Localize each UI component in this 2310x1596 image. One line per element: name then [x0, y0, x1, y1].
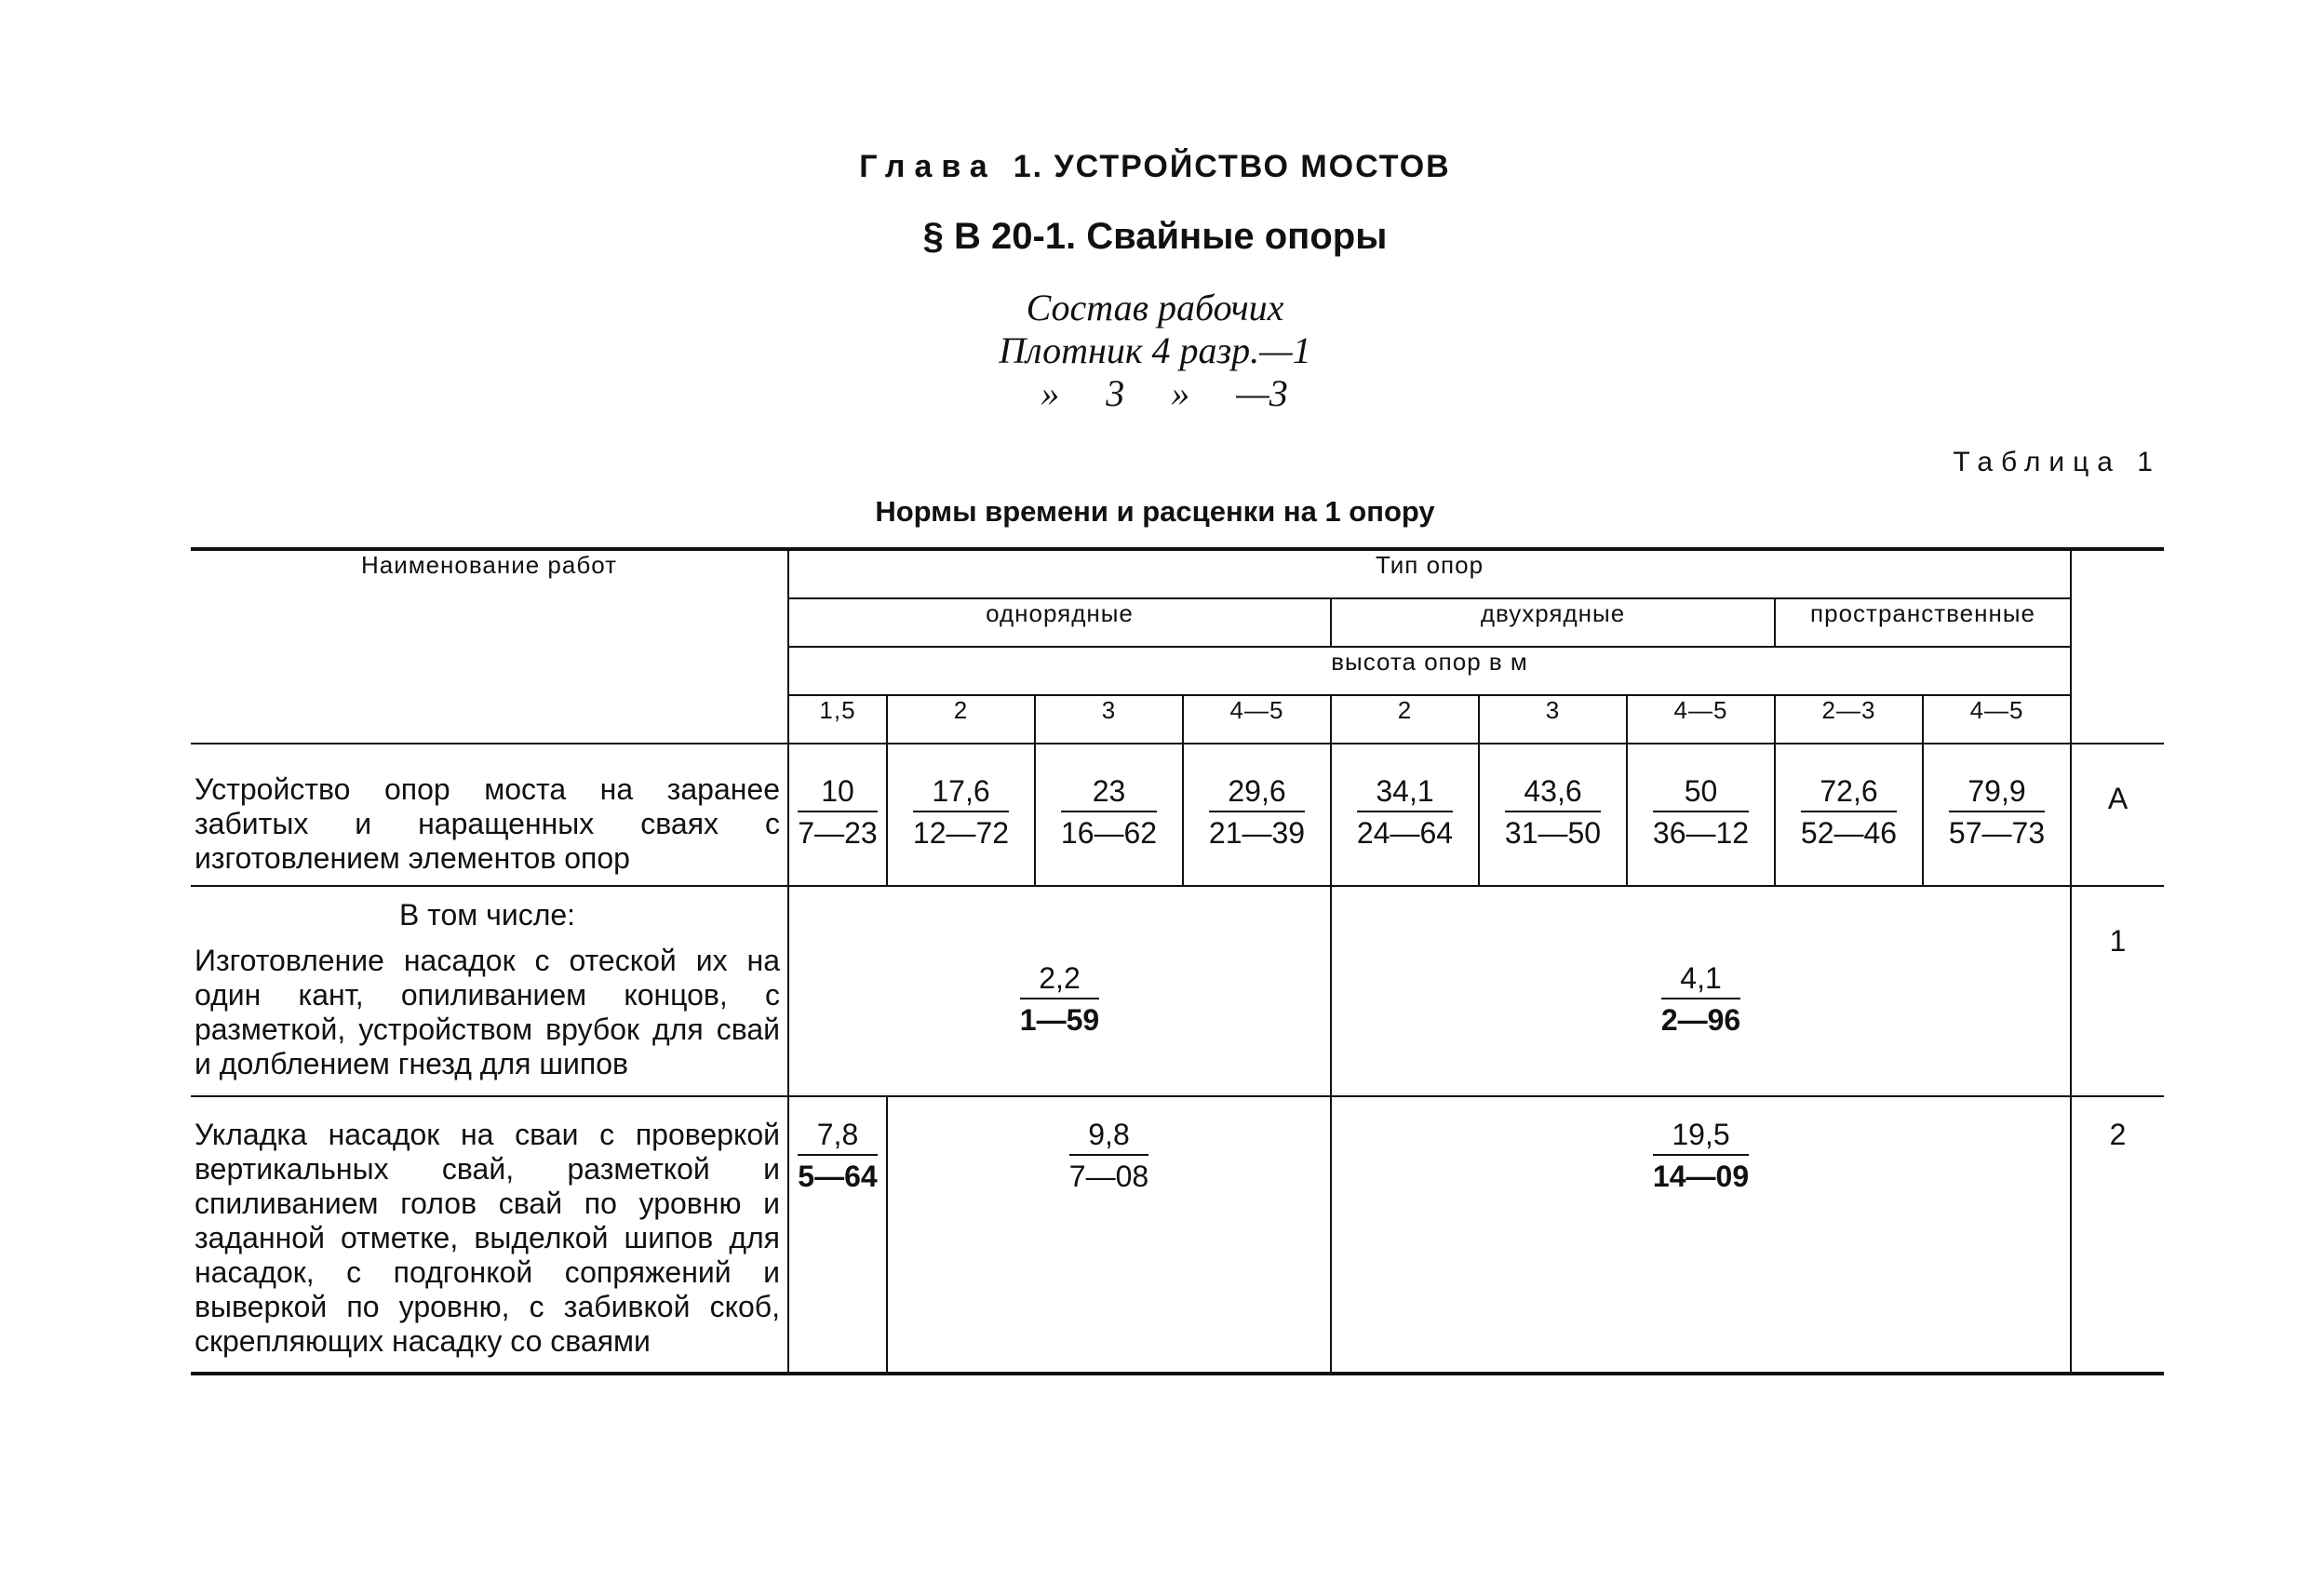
work-description: Укладка насадок на сваи с проверкой вертикальных свай, разметкой и спиливанием голов свай по уровню и заданной отметке, выделкой шипов для насадок, с подгонкой сопряжений и выверкой по уровню, с забивкой скоб, скрепляющих насадку со сваями [191, 1096, 788, 1374]
height-cell: 3 [1479, 695, 1627, 744]
norm-value: 19,5 [1653, 1118, 1749, 1156]
table-title: Нормы времени и расценки на 1 опору [875, 495, 1435, 528]
crew-line-1: Плотник 4 разр.—1 [999, 329, 1311, 371]
chapter-word: Глава [859, 149, 997, 184]
height-header: высота опор в м [788, 647, 2071, 695]
table-row [191, 1096, 2164, 1374]
price-value: 1—59 [1019, 1003, 1100, 1037]
norm-cell [1627, 744, 1775, 886]
norm-cell [1035, 744, 1183, 886]
section-title: § В 20-1. Свайные опоры [922, 216, 1388, 257]
norm-value: 34,1 [1357, 774, 1453, 812]
height-cell: 4—5 [1183, 695, 1331, 744]
norm-value: 17,6 [913, 774, 1009, 812]
norm-value: 72,6 [1801, 774, 1897, 812]
norms-table [191, 547, 2164, 1375]
work-description: Изготовление насадок с отеской их на один кант, опиливанием концов, с разметкой, устройством врубок для свай и долблением гнезд для шипов [195, 944, 780, 1080]
row-code: 1 [2071, 886, 2164, 1096]
crew-composition [0, 287, 2310, 415]
norm-value: 50 [1653, 774, 1749, 812]
crew-line-2: » 3 » —3 [1041, 372, 1288, 414]
price-value: 2—96 [1660, 1003, 1741, 1037]
header-row-type [191, 549, 2164, 598]
norm-value: 7,8 [798, 1118, 877, 1156]
norm-value: 29,6 [1209, 774, 1305, 812]
norm-cell [1775, 744, 1923, 886]
double-row-header: двухрядные [1331, 598, 1775, 647]
price-value: 12—72 [912, 816, 1010, 850]
single-row-header: однорядные [788, 598, 1331, 647]
price-value: 16—62 [1060, 816, 1158, 850]
code-header [2071, 549, 2164, 744]
price-value: 14—09 [1652, 1160, 1750, 1193]
norm-cell [1331, 744, 1479, 886]
table-row [191, 744, 2164, 886]
norm-cell [1331, 886, 2071, 1096]
norm-value: 43,6 [1505, 774, 1601, 812]
norm-value: 9,8 [1069, 1118, 1148, 1156]
crew-title: Состав рабочих [1026, 287, 1284, 329]
norm-cell [1923, 744, 2071, 886]
norm-value: 2,2 [1020, 961, 1099, 999]
height-cell: 2—3 [1775, 695, 1923, 744]
norm-value: 23 [1061, 774, 1157, 812]
chapter-heading [0, 149, 2310, 185]
height-cell: 4—5 [1923, 695, 2071, 744]
table-number: Таблица 1 [1953, 447, 2161, 477]
price-value: 21—39 [1208, 816, 1306, 850]
norm-cell [788, 1096, 887, 1374]
norm-cell [788, 886, 1331, 1096]
price-value: 5—64 [798, 1160, 878, 1193]
height-cell: 3 [1035, 695, 1183, 744]
row-code: 2 [2071, 1096, 2164, 1374]
norm-value: 79,9 [1949, 774, 2045, 812]
table-row [191, 886, 2164, 1096]
norm-cell [887, 744, 1035, 886]
norm-cell [788, 744, 887, 886]
norm-cell [1331, 1096, 2071, 1374]
norm-cell [1479, 744, 1627, 886]
height-cell: 1,5 [788, 695, 887, 744]
norm-value: 10 [798, 774, 877, 812]
height-cell: 4—5 [1627, 695, 1775, 744]
price-value: 24—64 [1356, 816, 1454, 850]
price-value: 7—08 [1068, 1160, 1149, 1193]
subheading: В том числе: [398, 898, 576, 932]
price-value: 7—23 [798, 816, 878, 850]
height-cell: 2 [887, 695, 1035, 744]
work-description: Устройство опор моста на заранее забитых и наращенных сваях с изготовлением элементов опор [191, 744, 788, 886]
work-description-cell [191, 886, 788, 1096]
price-value: 52—46 [1800, 816, 1898, 850]
spatial-header: пространственные [1775, 598, 2071, 647]
price-value: 36—12 [1652, 816, 1750, 850]
work-name-header: Наименование работ [191, 549, 788, 744]
norm-cell [887, 1096, 1331, 1374]
height-cell: 2 [1331, 695, 1479, 744]
price-value: 31—50 [1504, 816, 1602, 850]
norm-value: 4,1 [1661, 961, 1740, 999]
support-type-header: Тип опор [788, 549, 2071, 598]
chapter-title: 1. УСТРОЙСТВО МОСТОВ [1013, 149, 1451, 184]
norm-cell [1183, 744, 1331, 886]
row-code: А [2071, 744, 2164, 886]
price-value: 57—73 [1948, 816, 2046, 850]
